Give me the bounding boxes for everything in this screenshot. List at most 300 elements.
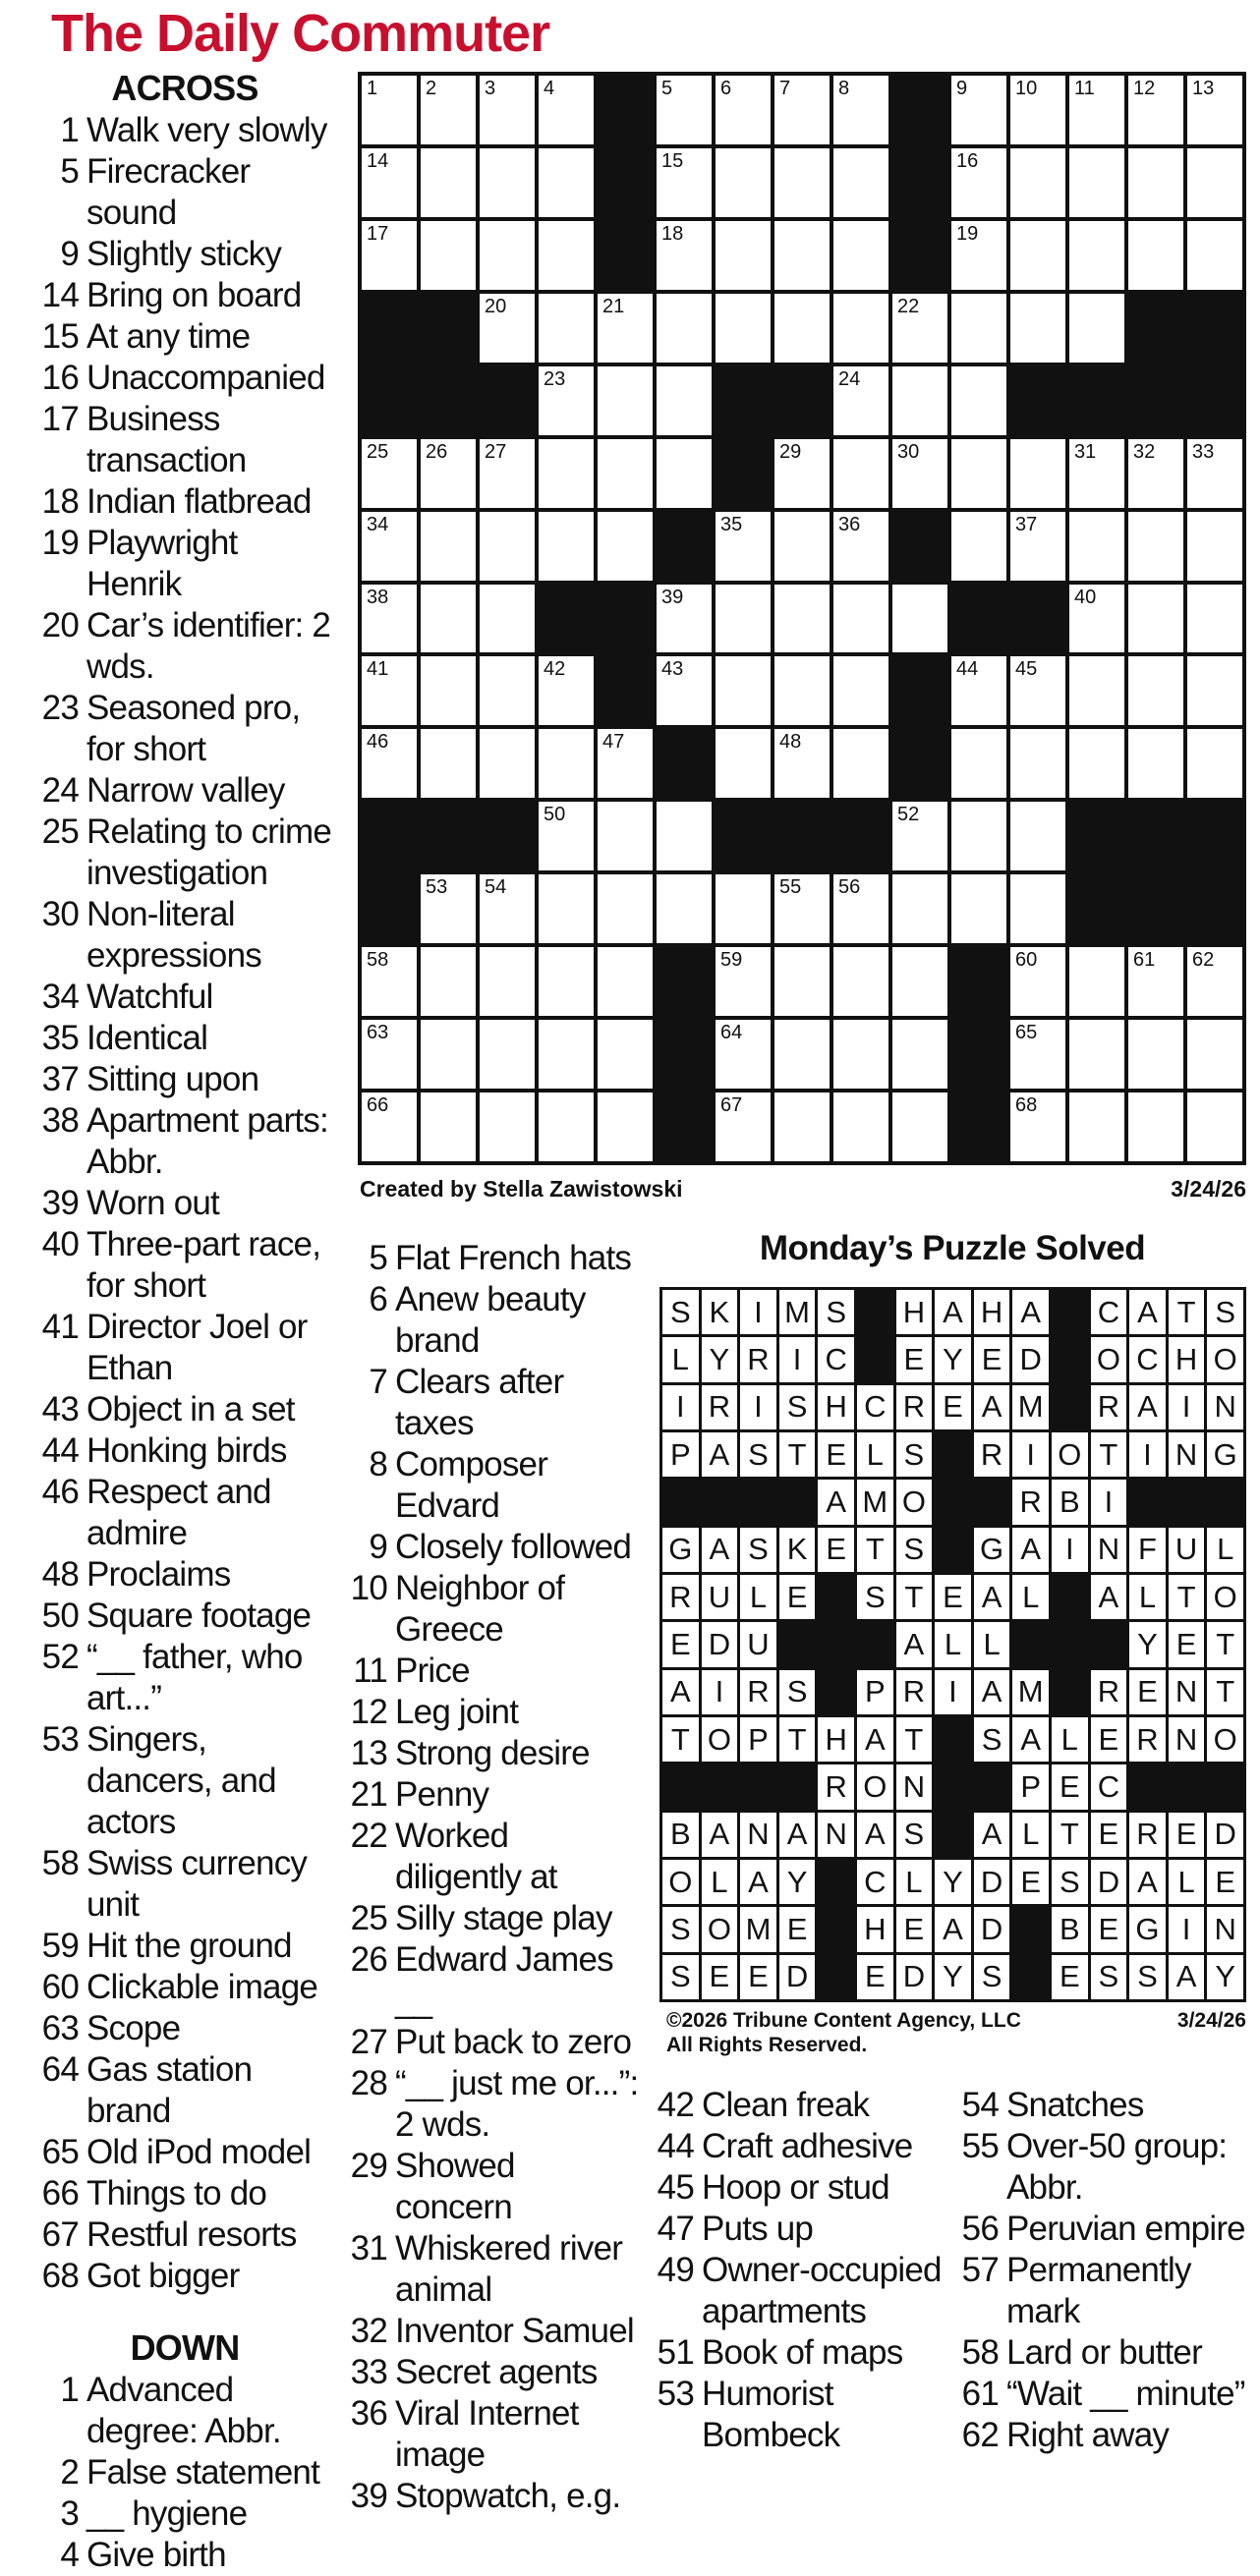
cell-number: 23 bbox=[544, 367, 566, 390]
clue bbox=[37, 1100, 332, 1183]
clue bbox=[344, 1279, 639, 1362]
clue bbox=[651, 2332, 945, 2374]
grid-cell bbox=[421, 1020, 476, 1089]
clue-number: 4 bbox=[60, 2536, 79, 2574]
solved-cell: H bbox=[896, 1290, 933, 1334]
clue-number: 46 bbox=[41, 1473, 79, 1511]
solved-cell: E bbox=[1012, 1860, 1049, 1904]
cell-number: 44 bbox=[956, 658, 979, 681]
solved-cell: A bbox=[1129, 1290, 1166, 1334]
grid-cell bbox=[539, 76, 594, 144]
grid-cell bbox=[716, 729, 771, 798]
clue-text: Object in a set bbox=[86, 1390, 295, 1428]
grid-cell bbox=[539, 1020, 594, 1089]
grid-cell bbox=[833, 221, 888, 290]
clue-text: Peruvian empire bbox=[1006, 2210, 1245, 2248]
clue-text: Craft adhesive bbox=[702, 2127, 913, 2165]
grid-cell bbox=[362, 148, 417, 217]
grid-cell bbox=[774, 221, 830, 290]
grid-cell bbox=[362, 439, 417, 508]
solved-cell: I bbox=[935, 1670, 971, 1714]
solved-cell: A bbox=[1012, 1528, 1049, 1572]
clue-number: 8 bbox=[369, 1445, 387, 1484]
cell-number: 29 bbox=[779, 440, 802, 463]
solved-cell: I bbox=[1091, 1480, 1127, 1524]
copyright-line: ©2026 Tribune Content Agency, LLC bbox=[666, 2009, 1021, 2032]
clue-text: Advanced degree: Abbr. bbox=[86, 2371, 281, 2450]
grid-cell bbox=[892, 294, 947, 363]
grid-cell bbox=[1128, 1092, 1183, 1161]
clue-number: 11 bbox=[353, 1652, 387, 1690]
cell-number: 19 bbox=[956, 222, 979, 245]
clue bbox=[37, 605, 332, 688]
grid-cell bbox=[1187, 1092, 1242, 1161]
clue bbox=[344, 1362, 639, 1444]
solved-cell: R bbox=[1091, 1670, 1127, 1714]
solved-cell: O bbox=[896, 1480, 933, 1524]
solved-cell: E bbox=[935, 1575, 971, 1619]
solved-cell: M bbox=[740, 1907, 776, 1951]
grid-cell bbox=[421, 148, 476, 217]
solved-cell: L bbox=[1207, 1528, 1243, 1572]
clue-number: 41 bbox=[41, 1308, 79, 1346]
grid-cell bbox=[1069, 439, 1124, 508]
cell-number: 8 bbox=[838, 78, 850, 99]
grid-cell bbox=[716, 585, 771, 653]
solved-cell: A bbox=[702, 1813, 738, 1857]
grid-cell bbox=[774, 585, 830, 653]
grid-cell bbox=[892, 1092, 947, 1161]
clue-text: Secret agents bbox=[395, 2353, 598, 2391]
grid-cell bbox=[598, 874, 653, 943]
grid-cell bbox=[1010, 512, 1065, 581]
solved-cell: R bbox=[818, 1764, 854, 1809]
grid-cell bbox=[833, 947, 888, 1016]
solved-cell: A bbox=[1012, 1290, 1049, 1334]
cell-number: 40 bbox=[1074, 586, 1097, 608]
solved-cell: H bbox=[818, 1717, 854, 1762]
cell-number: 20 bbox=[485, 295, 507, 317]
clue bbox=[37, 1307, 332, 1389]
grid-cell bbox=[362, 729, 417, 798]
clue-text: Silly stage play bbox=[395, 1899, 612, 1937]
clue bbox=[37, 1430, 332, 1472]
cell-number: 32 bbox=[1133, 440, 1156, 463]
cell-number: 35 bbox=[720, 513, 743, 535]
clue-text: Hit the ground bbox=[86, 1927, 292, 1965]
solved-cell: Y bbox=[702, 1337, 738, 1381]
solved-cell: L bbox=[857, 1432, 893, 1477]
grid-cell bbox=[362, 221, 417, 290]
grid-cell bbox=[1187, 76, 1242, 144]
grid-cell bbox=[1128, 221, 1183, 290]
down-clues-col2 bbox=[344, 1238, 639, 2517]
clue bbox=[344, 1651, 639, 1692]
solved-cell: U bbox=[702, 1575, 738, 1619]
grid-cell bbox=[480, 512, 535, 581]
solved-cell: N bbox=[1091, 1528, 1127, 1572]
clue-text: Hoop or stud bbox=[702, 2168, 889, 2207]
grid-cell bbox=[1069, 947, 1124, 1016]
solved-cell: E bbox=[935, 1385, 971, 1429]
clue bbox=[37, 1224, 332, 1307]
grid-cell bbox=[480, 439, 535, 508]
cell-number: 58 bbox=[367, 949, 389, 972]
solved-cell: S bbox=[857, 1575, 893, 1619]
grid-cell bbox=[539, 366, 594, 435]
clue-number: 26 bbox=[350, 1940, 387, 1979]
grid-cell bbox=[892, 585, 947, 653]
solved-cell: S bbox=[740, 1528, 776, 1572]
solved-cell: I bbox=[1169, 1385, 1205, 1429]
cell-number: 17 bbox=[367, 222, 389, 245]
clue bbox=[344, 2311, 639, 2352]
solved-cell: U bbox=[740, 1622, 776, 1666]
clue-text: __ hygiene bbox=[86, 2494, 248, 2533]
grid-cell bbox=[1128, 512, 1183, 581]
grid-cell bbox=[1069, 76, 1124, 144]
clue bbox=[37, 688, 332, 770]
solved-cell: E bbox=[1091, 1907, 1127, 1951]
clue-number: 42 bbox=[657, 2086, 694, 2124]
clue-number: 58 bbox=[961, 2333, 999, 2372]
grid-cell bbox=[480, 585, 535, 653]
clue-text: Worn out bbox=[86, 1184, 219, 1222]
clue bbox=[344, 2352, 639, 2393]
rights-line: All Rights Reserved. bbox=[666, 2034, 868, 2056]
clue-number: 2 bbox=[60, 2453, 79, 2492]
clue bbox=[37, 2049, 332, 2132]
clue bbox=[344, 2022, 639, 2063]
clue-text: Gas station brand bbox=[86, 2050, 253, 2130]
grid-cell bbox=[1187, 221, 1242, 290]
cell-number: 5 bbox=[661, 78, 673, 99]
clue-text: Respect and admire bbox=[86, 1473, 271, 1552]
grid-cell bbox=[716, 1092, 771, 1161]
solved-cell: L bbox=[662, 1337, 699, 1381]
clue bbox=[37, 110, 332, 151]
clue bbox=[955, 2126, 1250, 2209]
grid-cell bbox=[1069, 512, 1124, 581]
solved-cell: A bbox=[662, 1670, 699, 1714]
solved-cell: O bbox=[662, 1860, 699, 1904]
grid-cell bbox=[951, 874, 1006, 943]
solved-cell: E bbox=[1207, 1860, 1243, 1904]
solved-cell: G bbox=[1207, 1432, 1243, 1477]
clue-text: Edward James __ bbox=[395, 1940, 613, 2020]
solved-cell: I bbox=[779, 1337, 816, 1381]
solved-cell: L bbox=[1012, 1575, 1049, 1619]
clue-text: Apartment parts: Abbr. bbox=[86, 1101, 328, 1181]
grid-cell bbox=[421, 512, 476, 581]
solved-cell: H bbox=[818, 1385, 854, 1429]
grid-cell bbox=[1187, 439, 1242, 508]
clue-text: Restful resorts bbox=[86, 2215, 297, 2254]
clue bbox=[37, 2370, 332, 2452]
solved-cell: P bbox=[740, 1717, 776, 1762]
solved-cell: S bbox=[974, 1717, 1010, 1762]
grid-cell bbox=[716, 148, 771, 217]
clue-number: 51 bbox=[657, 2333, 694, 2372]
clue-text: Stopwatch, e.g. bbox=[395, 2477, 621, 2515]
solved-cell: B bbox=[1052, 1480, 1088, 1524]
grid-cell bbox=[421, 76, 476, 144]
clue-text: Right away bbox=[1006, 2416, 1170, 2454]
clue-text: Indian flatbread bbox=[86, 482, 312, 521]
cell-number: 60 bbox=[1015, 949, 1038, 972]
clue-text: Put back to zero bbox=[395, 2023, 632, 2061]
solved-cell: E bbox=[1091, 1717, 1127, 1762]
clue-number: 1 bbox=[60, 111, 79, 149]
grid-cell bbox=[1010, 221, 1065, 290]
cell-number: 66 bbox=[367, 1094, 389, 1117]
across-heading: ACROSS bbox=[111, 68, 258, 108]
solved-cell: I bbox=[1129, 1432, 1166, 1477]
clue bbox=[344, 1527, 639, 1568]
grid-cell bbox=[833, 439, 888, 508]
grid-cell bbox=[892, 874, 947, 943]
cell-number: 13 bbox=[1192, 78, 1215, 99]
solved-cell: I bbox=[702, 1670, 738, 1714]
clue-number: 44 bbox=[41, 1431, 79, 1470]
solved-cell: I bbox=[740, 1290, 776, 1334]
grid-cell bbox=[1010, 656, 1065, 725]
solved-cell: D bbox=[1012, 1337, 1049, 1381]
solved-cell: A bbox=[974, 1385, 1010, 1429]
solved-cell: A bbox=[1129, 1385, 1166, 1429]
grid-cell bbox=[1069, 148, 1124, 217]
clue bbox=[37, 812, 332, 894]
solved-cell: M bbox=[1012, 1670, 1049, 1714]
clue bbox=[344, 1898, 639, 1939]
clue bbox=[37, 2256, 332, 2297]
grid-cell bbox=[598, 512, 653, 581]
clue-number: 16 bbox=[41, 359, 79, 397]
grid-cell bbox=[539, 947, 594, 1016]
solved-cell: E bbox=[779, 1575, 816, 1619]
grid-cell bbox=[892, 947, 947, 1016]
solved-cell: Y bbox=[935, 1860, 971, 1904]
clue bbox=[37, 1554, 332, 1596]
solved-cell: D bbox=[974, 1860, 1010, 1904]
clue-text: Whiskered river animal bbox=[395, 2229, 623, 2309]
solved-cell: D bbox=[1091, 1860, 1127, 1904]
clue-text: Lard or butter bbox=[1006, 2333, 1202, 2372]
clue bbox=[37, 358, 332, 399]
clue bbox=[37, 1472, 332, 1554]
clue bbox=[651, 2126, 945, 2167]
grid-cell bbox=[833, 366, 888, 435]
grid-cell bbox=[421, 729, 476, 798]
clue bbox=[37, 399, 332, 481]
clue-text: Clears after taxes bbox=[395, 1363, 564, 1442]
cell-number: 26 bbox=[426, 440, 448, 463]
clue bbox=[37, 1596, 332, 1637]
clue bbox=[955, 2415, 1250, 2456]
grid-cell bbox=[1069, 1020, 1124, 1089]
solved-cell: D bbox=[974, 1907, 1010, 1951]
solved-cell: E bbox=[740, 1955, 776, 1999]
clue-number: 21 bbox=[350, 1775, 387, 1814]
clue-text: Book of maps bbox=[702, 2333, 903, 2372]
solved-cell: T bbox=[1207, 1622, 1243, 1666]
grid-cell bbox=[833, 1092, 888, 1161]
clue-text: Worked diligently at bbox=[395, 1817, 557, 1896]
cell-number: 43 bbox=[661, 658, 684, 681]
puzzle-credit: Created by Stella Zawistowski bbox=[360, 1176, 683, 1202]
grid-cell bbox=[951, 294, 1006, 363]
clue-text: Walk very slowly bbox=[86, 111, 327, 149]
solved-cell: M bbox=[1012, 1385, 1049, 1429]
grid-cell bbox=[539, 729, 594, 798]
solved-cell: H bbox=[1169, 1337, 1205, 1381]
clue-number: 64 bbox=[41, 2050, 79, 2089]
grid-cell bbox=[1128, 148, 1183, 217]
cell-number: 25 bbox=[367, 440, 389, 463]
clue-number: 66 bbox=[41, 2174, 79, 2212]
grid-cell bbox=[598, 729, 653, 798]
clue-number: 68 bbox=[41, 2257, 79, 2295]
clue-text: Non-literal expressions bbox=[86, 895, 261, 975]
grid-cell bbox=[1128, 729, 1183, 798]
clue-text: Inventor Samuel bbox=[395, 2312, 634, 2350]
solved-cell: Y bbox=[1129, 1622, 1166, 1666]
grid-cell bbox=[480, 76, 535, 144]
solved-cell: R bbox=[662, 1575, 699, 1619]
solved-cell: H bbox=[974, 1290, 1010, 1334]
clue bbox=[344, 1939, 639, 2022]
grid-cell bbox=[833, 656, 888, 725]
solved-cell: R bbox=[740, 1670, 776, 1714]
clue bbox=[344, 1774, 639, 1816]
clue-number: 31 bbox=[350, 2229, 387, 2268]
grid-cell bbox=[362, 1092, 417, 1161]
clue-number: 53 bbox=[41, 1720, 79, 1759]
clue-number: 53 bbox=[657, 2375, 694, 2413]
grid-cell bbox=[774, 294, 830, 363]
solved-cell: A bbox=[1169, 1955, 1205, 1999]
copyright bbox=[666, 2008, 1021, 2057]
clue bbox=[344, 1444, 639, 1527]
solved-cell: E bbox=[1129, 1670, 1166, 1714]
solved-cell: L bbox=[1012, 1813, 1049, 1857]
solved-cell: N bbox=[1207, 1907, 1243, 1951]
solved-cell: S bbox=[662, 1290, 699, 1334]
grid-cell bbox=[1010, 947, 1065, 1016]
solved-cell: T bbox=[857, 1528, 893, 1572]
solved-cell: O bbox=[857, 1764, 893, 1809]
grid-cell bbox=[421, 874, 476, 943]
solved-cell: S bbox=[1129, 1955, 1166, 1999]
solved-cell: L bbox=[740, 1575, 776, 1619]
clue-number: 47 bbox=[657, 2210, 694, 2248]
clue bbox=[955, 2209, 1250, 2250]
clue-text: Old iPod model bbox=[86, 2133, 312, 2171]
solved-cell: A bbox=[974, 1575, 1010, 1619]
clue-number: 38 bbox=[41, 1101, 79, 1140]
grid-cell bbox=[774, 947, 830, 1016]
solved-cell: Y bbox=[1207, 1955, 1243, 1999]
cell-number: 14 bbox=[367, 149, 389, 172]
grid-cell bbox=[716, 76, 771, 144]
solved-cell: K bbox=[702, 1290, 738, 1334]
clue-text: Price bbox=[395, 1652, 470, 1690]
clue-text: Identical bbox=[86, 1019, 208, 1057]
solved-cell: A bbox=[702, 1528, 738, 1572]
solved-cell: N bbox=[818, 1813, 854, 1857]
clue-text: Sitting upon bbox=[86, 1060, 259, 1098]
solved-cell: S bbox=[662, 1955, 699, 1999]
solved-cell: E bbox=[779, 1907, 816, 1951]
clue-text: Composer Edvard bbox=[395, 1445, 548, 1525]
clue-text: Bring on board bbox=[86, 276, 302, 314]
clue-number: 25 bbox=[41, 812, 79, 851]
grid-cell bbox=[892, 366, 947, 435]
clue bbox=[955, 2250, 1250, 2332]
clue-number: 24 bbox=[41, 771, 79, 810]
clue-number: 44 bbox=[657, 2127, 694, 2165]
solved-cell: S bbox=[818, 1290, 854, 1334]
clue bbox=[37, 770, 332, 812]
cell-number: 1 bbox=[367, 78, 378, 99]
solved-cell: I bbox=[1052, 1528, 1088, 1572]
clue-number: 32 bbox=[350, 2312, 387, 2350]
solved-cell: T bbox=[779, 1432, 816, 1477]
cell-number: 63 bbox=[367, 1022, 389, 1044]
clue bbox=[37, 1719, 332, 1843]
solved-cell: S bbox=[662, 1907, 699, 1951]
grid-cell bbox=[774, 1020, 830, 1089]
solved-cell: O bbox=[702, 1907, 738, 1951]
grid-cell bbox=[716, 1020, 771, 1089]
grid-cell bbox=[539, 874, 594, 943]
grid-cell bbox=[833, 148, 888, 217]
clue bbox=[955, 2085, 1250, 2126]
grid-cell bbox=[833, 76, 888, 144]
solved-cell: A bbox=[857, 1813, 893, 1857]
solved-cell: A bbox=[740, 1860, 776, 1904]
clue bbox=[344, 2476, 639, 2517]
clue-text: Leg joint bbox=[395, 1693, 519, 1731]
cell-number: 61 bbox=[1133, 949, 1156, 972]
clue bbox=[37, 151, 332, 234]
clue-number: 15 bbox=[41, 317, 79, 356]
clue bbox=[344, 1733, 639, 1774]
grid-cell bbox=[716, 512, 771, 581]
grid-cell bbox=[1010, 729, 1065, 798]
grid-cell bbox=[1010, 802, 1065, 870]
clue-number: 12 bbox=[350, 1693, 387, 1731]
clue-number: 54 bbox=[961, 2086, 999, 2124]
solved-cell: A bbox=[896, 1622, 933, 1666]
grid-cell bbox=[774, 729, 830, 798]
solved-cell: D bbox=[896, 1955, 933, 1999]
clue bbox=[651, 2167, 945, 2209]
clue-number: 10 bbox=[350, 1569, 387, 1607]
solved-cell: L bbox=[1169, 1860, 1205, 1904]
solved-cell: D bbox=[779, 1955, 816, 1999]
clue bbox=[37, 894, 332, 977]
across-clues bbox=[37, 67, 332, 2576]
clue bbox=[37, 2008, 332, 2049]
grid-cell bbox=[1069, 1092, 1124, 1161]
grid-cell bbox=[774, 512, 830, 581]
solved-cell: C bbox=[857, 1860, 893, 1904]
solved-cell: P bbox=[857, 1670, 893, 1714]
solved-cell: U bbox=[1169, 1528, 1205, 1572]
clue-number: 5 bbox=[369, 1239, 387, 1277]
solved-cell: I bbox=[1012, 1432, 1049, 1477]
